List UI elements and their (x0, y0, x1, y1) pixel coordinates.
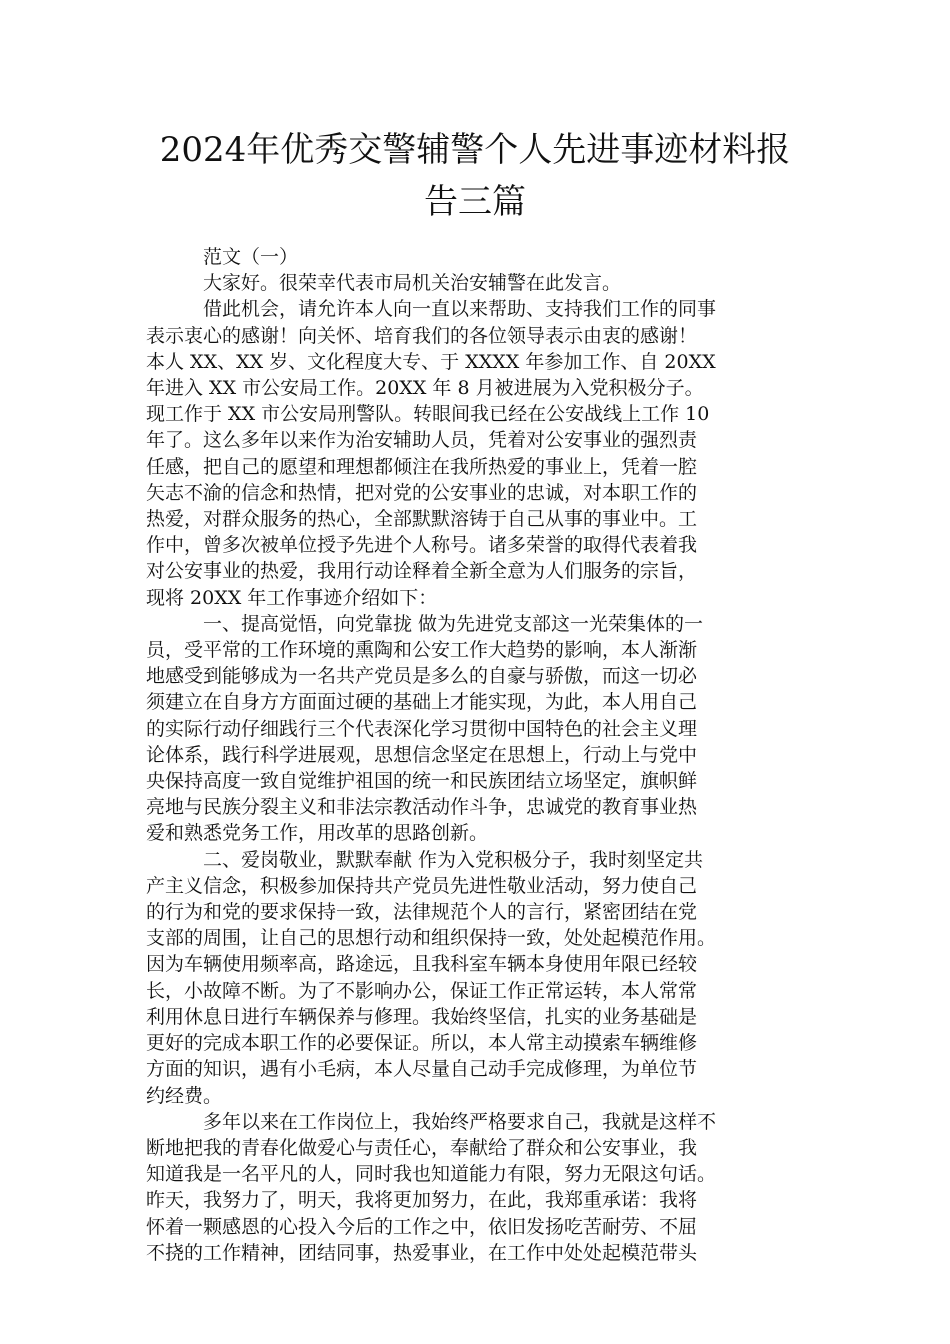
body-line: 长，小故障不断。为了不影响办公，保证工作正常运转，本人常常 (146, 979, 698, 1002)
body-line: 爱和熟悉党务工作，用改革的思路创新。 (146, 822, 489, 845)
body-line: 亮地与民族分裂主义和非法宗教活动作斗争，忠诚党的教育事业热 (146, 796, 698, 819)
body-line: 央保持高度一致自觉维护祖国的统一和民族团结立场坚定，旗帜鲜 (146, 770, 698, 793)
body-line: 二、爱岗敬业，默默奉献 作为入党积极分子，我时刻坚定共 (203, 848, 704, 871)
body-line: 热爱，对群众服务的热心，全部默默溶铸于自己从事的事业中。工 (146, 508, 698, 531)
body-line: 论体系，践行科学进展观，思想信念坚定在思想上，行动上与党中 (146, 743, 698, 766)
body-line: 借此机会，请允许本人向一直以来帮助、支持我们工作的同事 (203, 298, 717, 321)
body-line: 现将 20XX 年工作事迹介绍如下： (146, 586, 438, 609)
body-line: 方面的知识，遇有小毛病，本人尽量自己动手完成修理，为单位节 (146, 1058, 698, 1081)
body-line: 任感，把自己的愿望和理想都倾注在我所热爱的事业上，凭着一腔 (146, 455, 698, 478)
document-title (140, 124, 810, 228)
body-line: 范文（一） (203, 246, 299, 268)
body-line: 表示衷心的感谢！向关怀、培育我们的各位领导表示由衷的感谢！ (146, 324, 698, 347)
body-line: 的实际行动仔细践行三个代表深化学习贯彻中国特色的社会主义理 (146, 717, 698, 740)
document-body (146, 244, 812, 1266)
body-line: 更好的完成本职工作的必要保证。所以，本人常主动摸索车辆维修 (146, 1032, 698, 1055)
body-line: 作中，曾多次被单位授予先进个人称号。诸多荣誉的取得代表着我 (146, 534, 698, 557)
body-line: 断地把我的青春化做爱心与责任心，奉献给了群众和公安事业，我 (146, 1136, 698, 1159)
body-line: 员，受平常的工作环境的熏陶和公安工作大趋势的影响，本人渐渐 (146, 639, 698, 662)
body-line: 年了。这么多年以来作为治安辅助人员，凭着对公安事业的强烈责 (146, 429, 698, 452)
body-line: 对公安事业的热爱，我用行动诠释着全新全意为人们服务的宗旨， (146, 560, 698, 583)
body-line: 须建立在自身方方面面过硬的基础上才能实现，为此，本人用自己 (146, 691, 698, 714)
body-line: 现工作于 XX 市公安局刑警队。转眼间我已经在公安战线上工作 10 (146, 403, 710, 426)
body-line: 利用休息日进行车辆保养与修理。我始终坚信，扎实的业务基础是 (146, 1005, 698, 1028)
body-line: 大家好。很荣幸代表市局机关治安辅警在此发言。 (203, 272, 622, 295)
body-line: 约经费。 (146, 1084, 223, 1107)
title-line-2: 告三篇 (424, 182, 526, 222)
body-line: 一、提高觉悟，向党靠拢 做为先进党支部这一光荣集体的一 (203, 612, 704, 635)
body-line: 知道我是一名平凡的人，同时我也知道能力有限，努力无限这句话。 (146, 1163, 717, 1186)
body-line: 的行为和党的要求保持一致，法律规范个人的言行，紧密团结在党 (146, 901, 698, 924)
body-line: 地感受到能够成为一名共产党员是多么的自豪与骄傲，而这一切必 (146, 665, 698, 688)
title-line-1: 2024年优秀交警辅警个人先进事迹材料报 (159, 130, 791, 170)
body-line: 昨天，我努力了，明天，我将更加努力，在此，我郑重承诺：我将 (146, 1189, 698, 1212)
body-line: 本人 XX、XX 岁、文化程度大专、于 XXXX 年参加工作、自 20XX (146, 350, 716, 373)
body-line: 年进入 XX 市公安局工作。20XX 年 8 月被进展为入党积极分子。 (146, 377, 704, 400)
body-line: 多年以来在工作岗位上，我始终严格要求自己，我就是这样不 (203, 1110, 717, 1133)
body-line: 怀着一颗感恩的心投入今后的工作之中，依旧发扬吃苦耐劳、不屈 (146, 1215, 698, 1238)
body-line: 产主义信念，积极参加保持共产党员先进性敬业活动，努力使自己 (146, 874, 698, 897)
body-line: 因为车辆使用频率高，路途远，且我科室车辆本身使用年限已经较 (146, 953, 698, 976)
body-line: 不挠的工作精神，团结同事，热爱事业，在工作中处处起模范带头 (146, 1241, 698, 1264)
body-line: 支部的周围，让自己的思想行动和组织保持一致，处处起模范作用。 (146, 927, 717, 950)
body-line: 矢志不渝的信念和热情，把对党的公安事业的忠诚，对本职工作的 (146, 481, 698, 504)
